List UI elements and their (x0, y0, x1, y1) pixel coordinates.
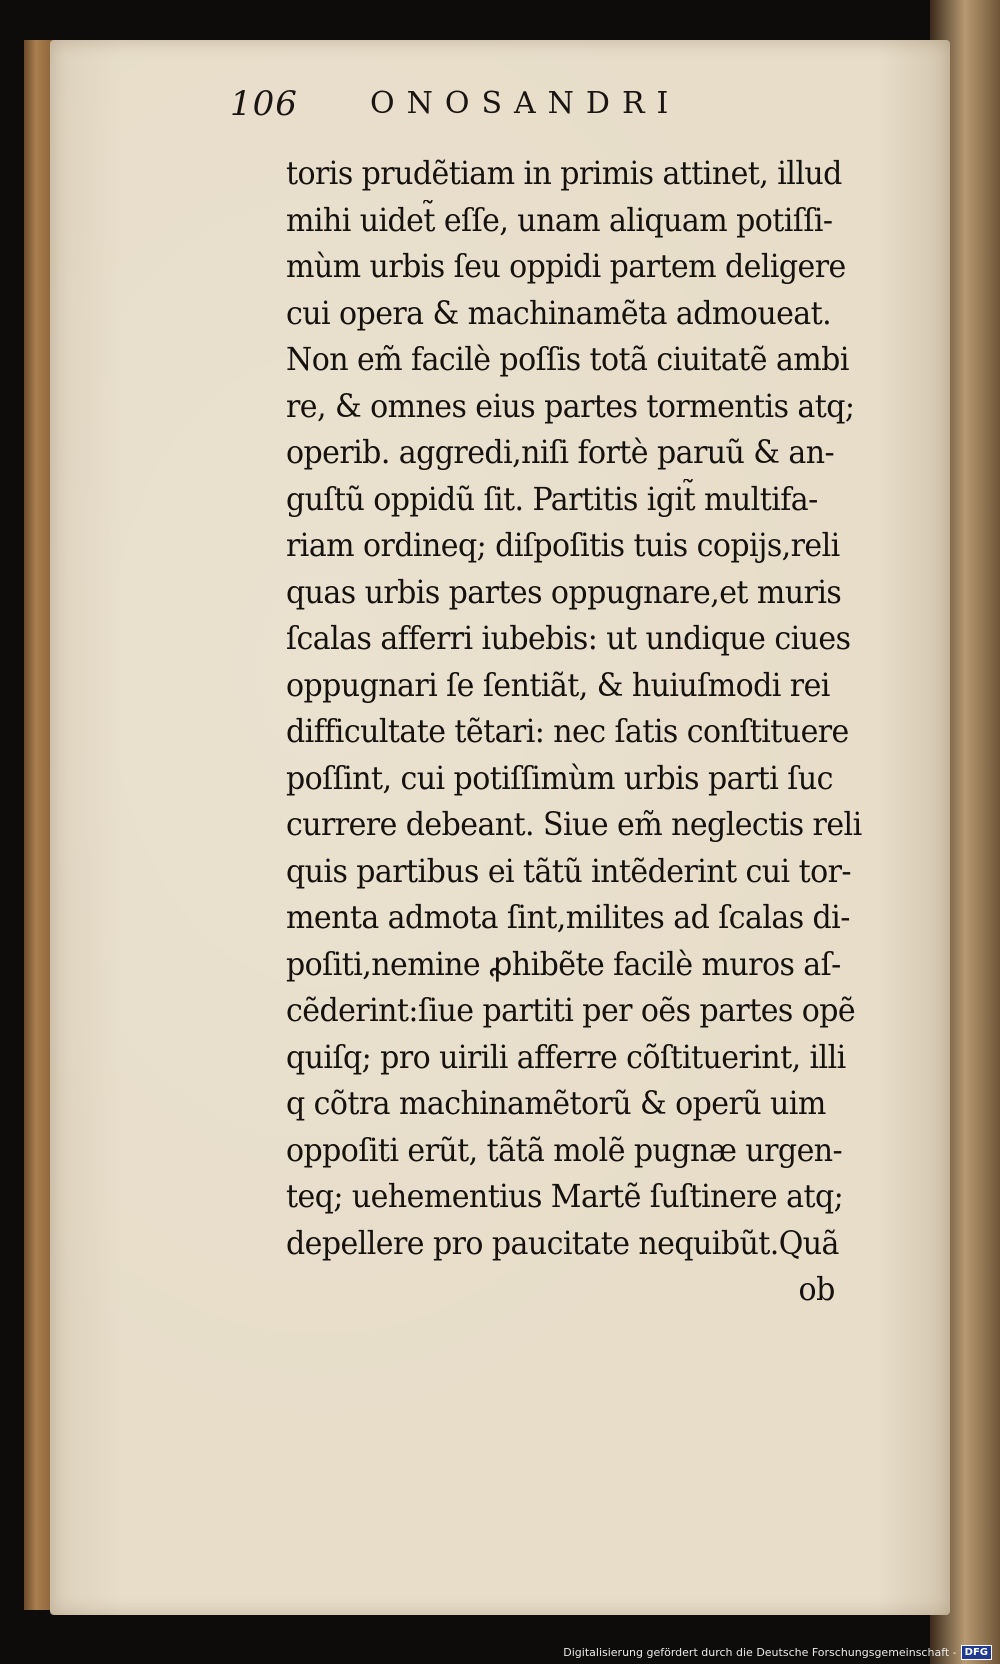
credit-text: Digitalisierung gefördert durch die Deutsche Forschungsgemeinschaft - (563, 1645, 957, 1659)
page-number: 106 (230, 84, 298, 124)
text-line: Non em̃ facilè poſſis totã ciuitatẽ ambi (286, 340, 849, 378)
text-line: poſiti,nemine ꝓhibẽte facilè muros aſ- (286, 944, 841, 983)
text-line: guſtũ oppidũ ſit. Partitis igit̃ multifa- (286, 479, 818, 518)
text-line: teq; uehementius Martẽ ſuſtinere atq; (286, 1177, 844, 1215)
text-line: oppoſiti erũt, tãtã molẽ pugnæ urgen- (286, 1130, 843, 1169)
catchword: ob (798, 1270, 835, 1308)
dfg-logo: DFG (961, 1645, 992, 1660)
text-line: quiſq; pro uirili afferre cõſtituerint, illi (286, 1037, 846, 1076)
text-line: difficultate tẽtari: nec ſatis conſtituere (286, 712, 849, 750)
text-line: operib. aggredi,niſi fortè paruũ & an- (286, 433, 835, 471)
text-line: cui opera & machinamẽta admoueat. (286, 293, 832, 332)
page-header (230, 80, 790, 140)
text-line: quas urbis partes oppugnare,et muris (286, 572, 842, 611)
text-line: cẽderint:ſiue partiti per oẽs partes opẽ (286, 991, 856, 1029)
text-line: toris prudẽtiam in primis attinet, illud (286, 154, 842, 192)
text-line: poſſint, cui potiſſimùm urbis parti ſuc (286, 758, 833, 797)
text-line: mihi uidet̃ eſſe, unam aliquam potiſſi- (286, 200, 833, 239)
running-title: ONOSANDRI (370, 86, 681, 121)
text-line: quis partibus ei tãtũ intẽderint cui tor- (286, 851, 851, 890)
text-line: mùm urbis ſeu oppidi partem deligere (286, 247, 846, 285)
text-line: menta admota ſint,milites ad ſcalas di- (286, 898, 850, 936)
text-line: q cõtra machinamẽtorũ & operũ uim (286, 1084, 826, 1122)
text-line: ſcalas afferri iubebis: ut undique ciues (286, 619, 851, 657)
text-line: oppugnari ſe ſentiãt, & huiuſmodi rei (286, 665, 830, 704)
body-text (286, 150, 926, 1313)
text-line: re, & omnes eius partes tormentis atq; (286, 386, 855, 425)
text-line: riam ordineq; diſpoſitis tuis copijs,reli (286, 526, 840, 564)
digitization-credit (563, 1642, 992, 1662)
text-line: currere debeant. Siue em̃ neglectis reli (286, 805, 862, 843)
text-line: depellere pro paucitate nequibũt.Quã (286, 1223, 839, 1262)
